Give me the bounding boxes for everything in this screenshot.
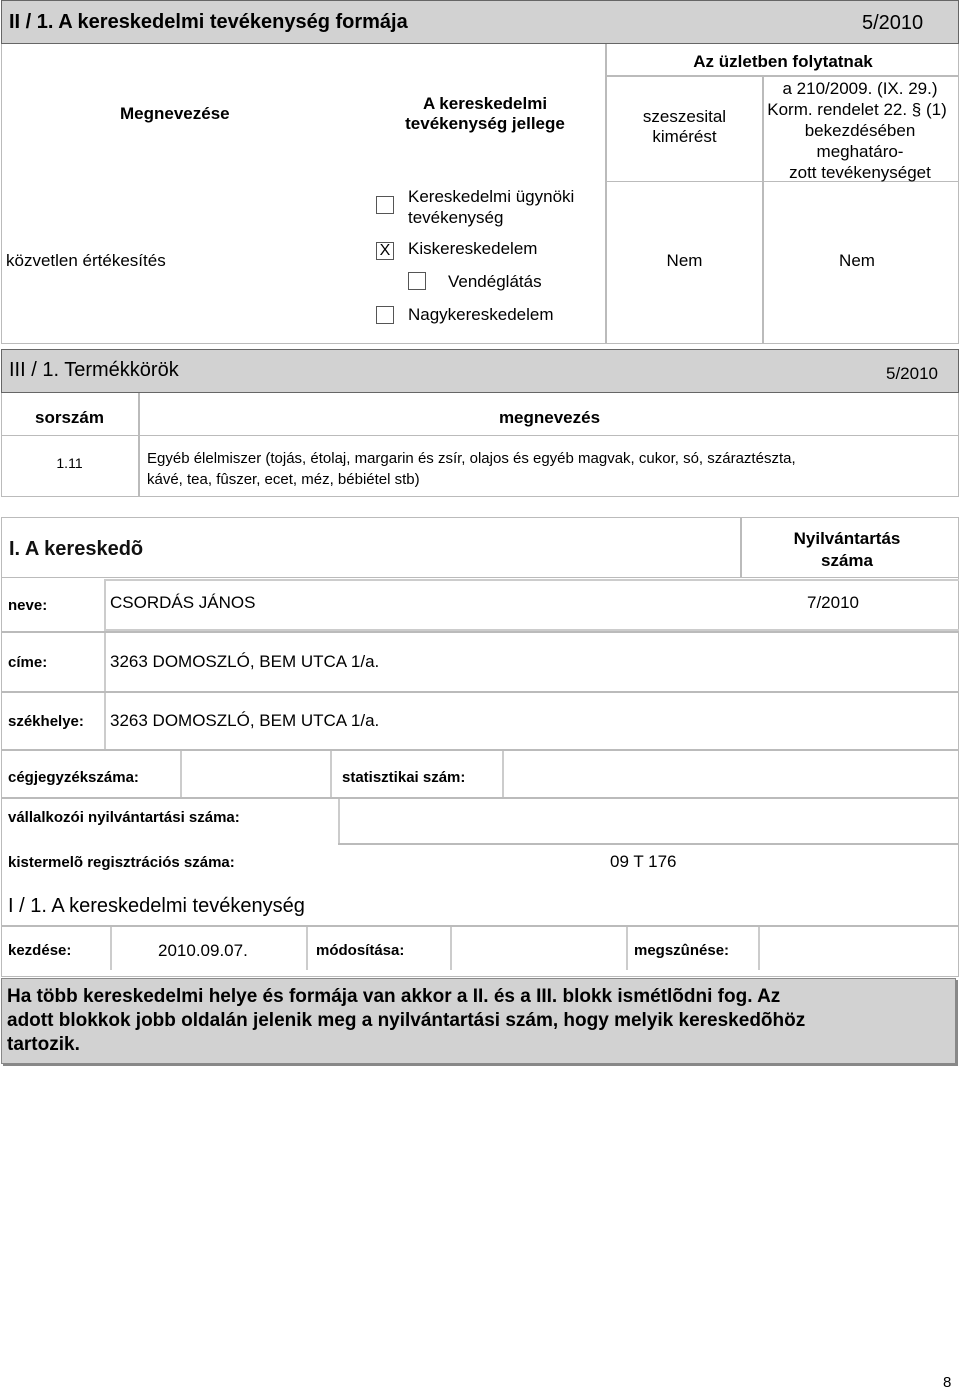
col-name-header: Megnevezése bbox=[120, 104, 230, 123]
checkbox-wholesale[interactable] bbox=[376, 306, 394, 324]
col-group-header: Az üzletben folytatnak bbox=[693, 52, 873, 71]
regulation-value: Nem bbox=[839, 251, 875, 270]
registration-number: 7/2010 bbox=[807, 593, 859, 612]
seat-label: székhelye: bbox=[8, 713, 84, 730]
checkbox-catering[interactable] bbox=[408, 272, 426, 290]
merchant-name: CSORDÁS JÁNOS bbox=[110, 593, 256, 612]
col-nature-header: A kereskedelmi tevékenység jellege bbox=[405, 94, 565, 133]
option-catering-label: Vendéglátás bbox=[448, 272, 542, 291]
section-ii-date: 5/2010 bbox=[862, 12, 924, 34]
section-iii-date: 5/2010 bbox=[886, 364, 938, 383]
start-label: kezdése: bbox=[8, 942, 72, 959]
entrepreneur-reg-label: vállalkozói nyilvántartási száma: bbox=[8, 809, 240, 826]
company-reg-label: cégjegyzékszáma: bbox=[8, 769, 139, 786]
option-wholesale-label: Nagykereskedelem bbox=[408, 305, 554, 324]
option-agent-label: Kereskedelmi ügynöki tevékenység bbox=[408, 187, 575, 227]
col-product-header: megnevezés bbox=[498, 408, 601, 427]
checkbox-retail[interactable]: X bbox=[376, 242, 394, 260]
product-description: Egyéb élelmiszer (tojás, étolaj, margarin és zsír, olajos és egyéb magvak, cukor, só, száraztészta, kávé, tea, fûszer, ecet, méz, bébiétel stb) bbox=[147, 450, 796, 488]
checkbox-agent[interactable] bbox=[376, 196, 394, 214]
section-iii-title: III / 1. Termékkörök bbox=[9, 359, 179, 381]
product-number: 1.11 bbox=[56, 455, 83, 471]
stat-number-label: statisztikai szám: bbox=[342, 769, 466, 786]
address-value: 3263 DOMOSZLÓ, BEM UTCA 1/a. bbox=[110, 652, 380, 671]
name-label: neve: bbox=[8, 597, 48, 614]
col-regulation-header: a 210/2009. (IX. 29.) Korm. rendelet 22. § (1) bekezdésében meghatáro- zott tevékenységet bbox=[767, 79, 947, 182]
registration-header: Nyilvántartás száma bbox=[793, 529, 901, 570]
seat-value: 3263 DOMOSZLÓ, BEM UTCA 1/a. bbox=[110, 711, 380, 730]
alcohol-value: Nem bbox=[666, 251, 703, 270]
start-value: 2010.09.07. bbox=[158, 941, 248, 960]
col-number-header: sorszám bbox=[35, 408, 104, 427]
page-number: 8 bbox=[943, 1374, 952, 1391]
modify-label: módosítása: bbox=[316, 942, 405, 959]
activity-title: I / 1. A kereskedelmi tevékenység bbox=[8, 895, 305, 917]
option-retail-label: Kiskereskedelem bbox=[408, 239, 538, 258]
smallholder-reg-label: kistermelõ regisztrációs száma: bbox=[8, 854, 235, 871]
address-label: címe: bbox=[8, 654, 48, 671]
note-text: Ha több kereskedelmi helye és formája van akkor a II. és a III. blokk ismétlõdni fog. Az adott blokkok jobb oldalán jelenik meg a nyilvántartási szám, hogy melyik kereskedõhöz tartozik. bbox=[7, 986, 806, 1055]
end-label: megszûnése: bbox=[634, 942, 730, 959]
col-alcohol-header: szeszesital kimérést bbox=[642, 107, 727, 146]
row-name: közvetlen értékesítés bbox=[6, 251, 166, 270]
smallholder-reg-value: 09 T 176 bbox=[610, 852, 677, 871]
section-ii-title: II / 1. A kereskedelmi tevékenység formája bbox=[9, 11, 408, 33]
merchant-title: I. A kereskedõ bbox=[9, 538, 144, 560]
